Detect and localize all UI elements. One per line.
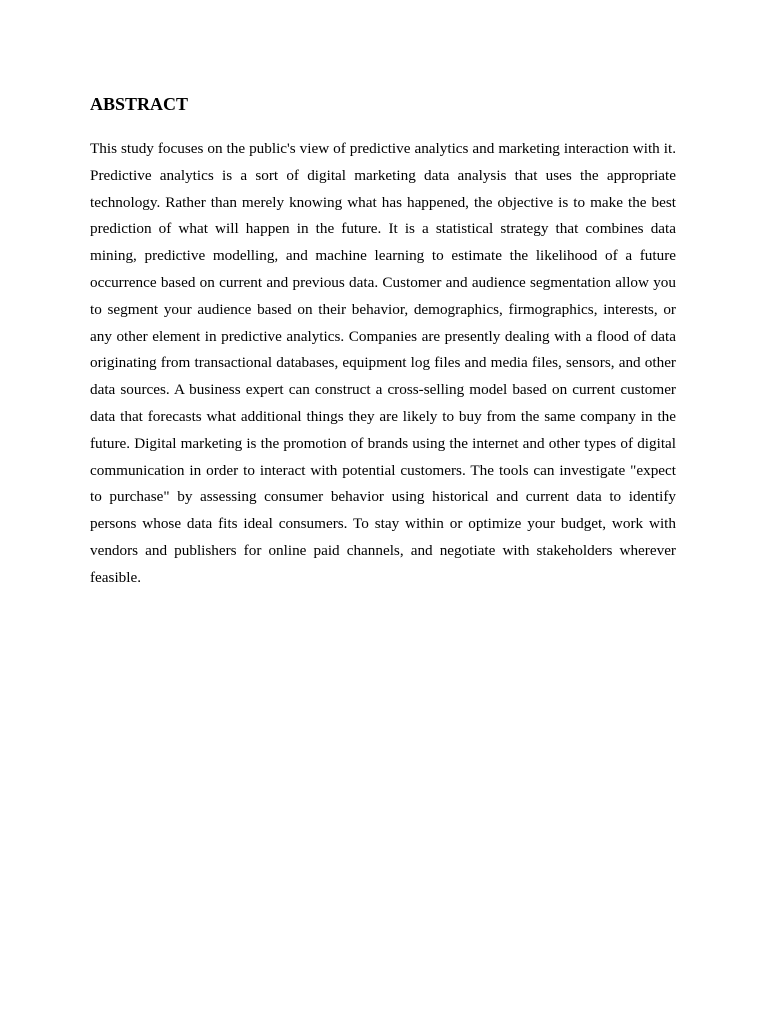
abstract-heading: ABSTRACT <box>90 94 189 114</box>
abstract-paragraph: This study focuses on the public's view of predictive analytics and marketing interaction with it. Predictive analytics is a sort of digital marketing data analysis that uses the appropriate technology. Rather than merely knowing what has happened, the objective is to make the best prediction of what will happen in the future. It is a statistical strategy that combines data mining, predictive modelling, and machine learning to estimate the likelihood of a future occurrence based on current and previous data. Customer and audience segmentation allow you to segment your audience based on their behavior, demographics, firmographics, interests, or any other element in predictive analytics. Companies are presently dealing with a flood of data originating from transactional databases, equipment log files and media files, sensors, and other data sources. A business expert can construct a cross-selling model based on current customer data that forecasts what additional things they are likely to buy from the same company in the future. Digital marketing is the promotion of brands using the internet and other types of digital communication in order to interact with potential customers. The tools can investigate "expect to purchase" by assessing consumer behavior using historical and current data to identify persons whose data fits ideal consumers. To stay within or optimize your budget, work with vendors and publishers for online paid channels, and negotiate with stakeholders wherever feasible. <box>90 140 676 586</box>
abstract-section <box>90 90 676 592</box>
